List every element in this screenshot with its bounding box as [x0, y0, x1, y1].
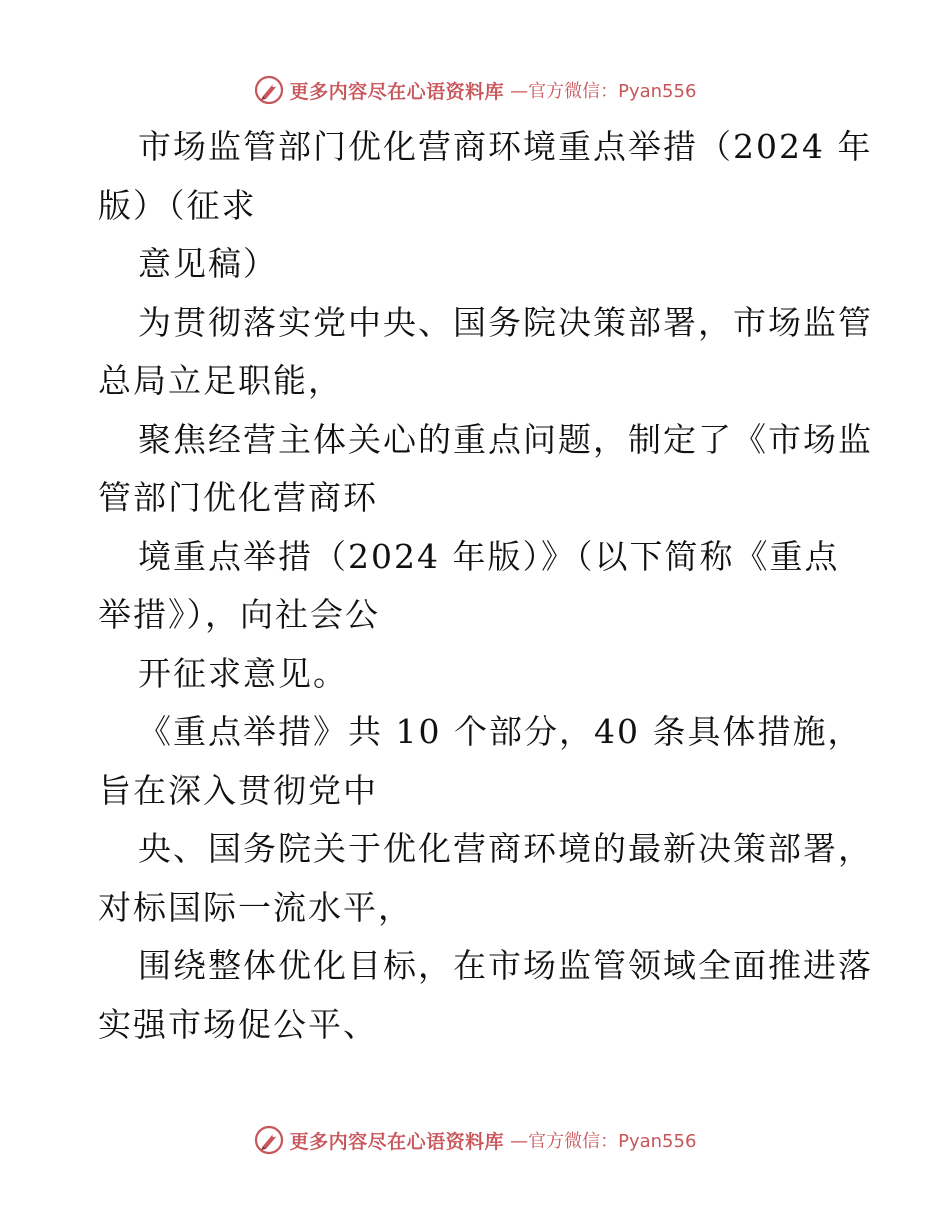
body-line: 围绕整体优化目标，在市场监管领域全面推进落	[138, 946, 873, 985]
body-line: 管部门优化营商环	[98, 478, 378, 517]
body-line: 对标国际一流水平，	[98, 887, 413, 927]
body-line: 聚焦经营主体关心的重点问题，制定了《市场监	[138, 419, 873, 459]
body-line: 央、国务院关于优化营商环境的最新决策部署，	[138, 829, 873, 868]
footer-watermark-text: 更多内容尽在心语资料库	[289, 1130, 505, 1153]
header-watermark-text: 更多内容尽在心语资料库	[289, 80, 505, 103]
body-line: 为贯彻落实党中央、国务院决策部署，市场监管	[138, 302, 873, 342]
header-watermark-banner	[0, 70, 950, 110]
pen-nib-logo-icon	[254, 75, 284, 105]
footer-watermark-banner	[0, 1120, 950, 1160]
body-line: 意见稿）	[138, 244, 278, 283]
body-line: 境重点举措（2024 年版）》（以下简称《重点	[138, 536, 840, 576]
body-line: 举措》），向社会公	[98, 595, 380, 634]
body-line: 版）（征求	[98, 185, 257, 225]
document-body	[98, 118, 873, 1054]
body-line: 总局立足职能，	[98, 361, 343, 400]
body-line: 《重点举措》共 10 个部分，40 条具体措施，	[138, 712, 863, 751]
body-line: 实强市场促公平、	[98, 1004, 378, 1044]
body-line: 开征求意见。	[138, 653, 348, 693]
pen-nib-logo-icon	[254, 1125, 284, 1155]
body-line: 市场监管部门优化营商环境重点举措（2024 年	[138, 127, 873, 166]
footer-watermark-wechat: —官方微信：Pyan556	[510, 1131, 697, 1152]
body-line: 旨在深入贯彻党中	[98, 770, 378, 810]
header-watermark-wechat: —官方微信：Pyan556	[510, 81, 697, 102]
